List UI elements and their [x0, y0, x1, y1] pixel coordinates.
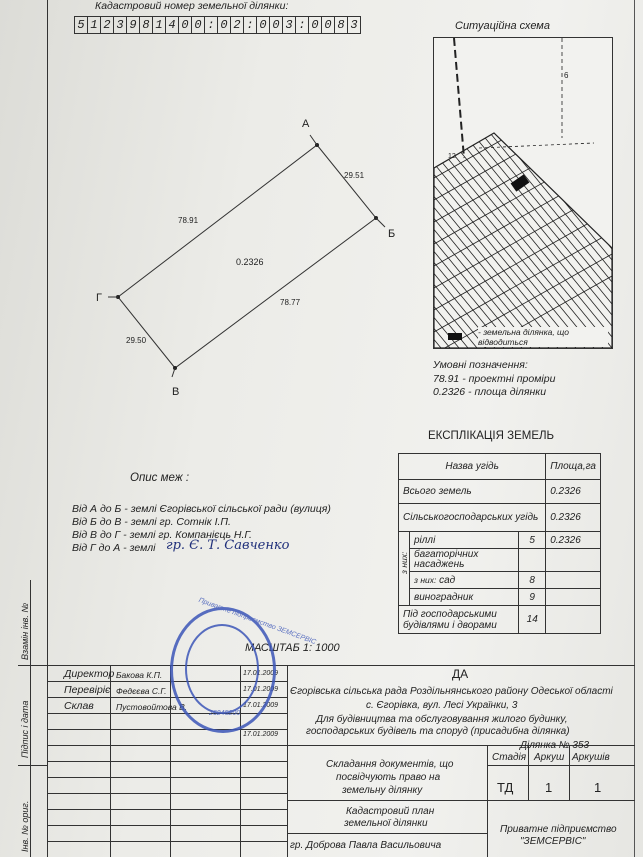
- schema-num2: 12: [448, 153, 456, 160]
- cadastral-digit: 0: [308, 16, 322, 34]
- cadastral-digit: 0: [191, 16, 205, 34]
- cadastral-digit: 4: [165, 16, 179, 34]
- notation-line1: 78.91 - проектні проміри: [433, 373, 556, 385]
- cadastral-digit: 1: [152, 16, 166, 34]
- cadastral-number: [75, 16, 361, 34]
- sad-code: 8: [519, 572, 546, 589]
- point-b: Б: [388, 228, 396, 240]
- kp-line2: земельної ділянки: [344, 818, 428, 829]
- side-label-2: Підпис і дата: [20, 700, 30, 758]
- cadastral-digit: 0: [256, 16, 270, 34]
- director-role: Директор: [64, 668, 115, 680]
- cadastral-digit: 5: [74, 16, 88, 34]
- cadastral-digit: 8: [334, 16, 348, 34]
- schema-legend: - земельна ділянка, що відводиться: [478, 327, 608, 347]
- doc-line1: Складання документів, що: [326, 759, 454, 770]
- header-name: Назва угідь: [399, 454, 546, 480]
- doc-line2: посвідчують право на: [336, 772, 441, 783]
- bounds-line2: Від Б до В - землі гр. Сотнік І.П.: [72, 516, 231, 528]
- sad-label: з них: сад: [410, 572, 519, 589]
- bounds-title: Опис меж :: [130, 472, 190, 484]
- seal-code: 26245200: [209, 710, 241, 717]
- dim-ab: 29.51: [344, 171, 365, 180]
- dim-vg: 29.50: [126, 336, 147, 345]
- bounds-line4: Від Г до А - землі: [72, 542, 156, 554]
- bagato-label: багаторічних насаджень: [410, 549, 519, 572]
- scale-label: МАСШТАБ 1: 1000: [245, 642, 340, 654]
- sheet-value: 1: [545, 780, 553, 795]
- rilli-code: 5: [519, 532, 546, 549]
- situation-map: [433, 37, 613, 349]
- vyno-code: 9: [519, 589, 546, 606]
- org-line4: господарських будівель та споруд (присадибна ділянка): [306, 726, 570, 737]
- checked-role: Перевіріє: [64, 684, 111, 696]
- date-4: 17.01.2009: [243, 731, 279, 738]
- total-label: Всього земель: [399, 480, 546, 504]
- bounds-line1: Від А до Б - землі Єгорівської сільської ради (вулиця): [72, 503, 331, 515]
- owner-line: гр. Доброва Павла Васильовича: [290, 840, 442, 851]
- side-label-3: Інв. № ориг.: [20, 800, 30, 852]
- header-area: Площа,га: [546, 454, 601, 480]
- point-v: В: [172, 386, 180, 398]
- checked-name: Федєєва С.Г.: [116, 686, 167, 696]
- explication-table: [398, 453, 601, 634]
- sheet-header: Аркуш: [534, 752, 565, 763]
- cadastral-digit: :: [204, 16, 218, 34]
- director-name: Бакова К.П.: [116, 670, 163, 680]
- org-line2: с. Єгорівка, вул. Лесі Українки, 3: [366, 700, 518, 711]
- rilli-label: ріллі: [410, 532, 519, 549]
- cadastral-digit: 0: [321, 16, 335, 34]
- plot-plan: [60, 105, 420, 405]
- org-line3: Для будівництва та обслуговування жилого будинку,: [316, 714, 568, 725]
- stage-header: Стадія: [492, 752, 527, 763]
- cadastral-title: Кадастровий номер земельної ділянки:: [95, 0, 289, 12]
- notation-title: Умовні позначення:: [433, 359, 528, 371]
- point-a: А: [302, 118, 310, 130]
- cadastral-digit: 3: [282, 16, 296, 34]
- pid-label: Під господарськими будівлями і дворами: [399, 606, 519, 634]
- vyno-label: виноградник: [410, 589, 519, 606]
- explication-title: ЕКСПЛІКАЦІЯ ЗЕМЕЛЬ: [428, 430, 555, 442]
- bounds-line3: Від В до Г - землі гр. Компанієць Н.Г.: [72, 529, 252, 541]
- date-2: 17.01.2009: [243, 686, 279, 693]
- date-1: 17.01.2009: [243, 670, 279, 677]
- rilli-value: 0.2326: [546, 532, 601, 549]
- cadastral-digit: 0: [178, 16, 192, 34]
- firm-line1: Приватне підприємство: [500, 824, 617, 835]
- cadastral-digit: 2: [100, 16, 114, 34]
- point-g: Г: [96, 292, 102, 304]
- date-3: 17.01.2009: [243, 702, 279, 709]
- cadastral-digit: 0: [269, 16, 283, 34]
- made-role: Склав: [64, 700, 94, 712]
- cadastral-digit: :: [295, 16, 309, 34]
- plot-area: 0.2326: [236, 257, 264, 267]
- total-value: 0.2326: [546, 480, 601, 504]
- cadastral-digit: :: [243, 16, 257, 34]
- stage-value: ТД: [497, 780, 514, 795]
- firm-line2: "ЗЕМСЕРВІС": [520, 836, 586, 847]
- cadastral-digit: 3: [347, 16, 361, 34]
- da-label: ДА: [452, 667, 469, 681]
- sheets-value: 1: [594, 780, 602, 795]
- cadastral-digit: 9: [126, 16, 140, 34]
- schema-num: 6: [564, 71, 569, 80]
- org-line1: Єгорівська сільська рада Роздільнянського району Одеської області: [290, 686, 613, 697]
- dim-bv: 78.77: [280, 298, 301, 307]
- notation-line2: 0.2326 - площа ділянки: [433, 386, 547, 398]
- made-name: Пустовойтова В.: [116, 702, 188, 712]
- cadastral-digit: 3: [113, 16, 127, 34]
- cadastral-digit: 2: [230, 16, 244, 34]
- side-label-1: Взамін інв. №: [20, 602, 30, 660]
- z-nih-label: з них:: [399, 551, 409, 574]
- bounds-handwritten: гр. Є. Т. Савченко: [166, 538, 290, 553]
- doc-line3: земельну ділянку: [342, 785, 423, 796]
- cadastral-digit: 1: [87, 16, 101, 34]
- seal-text: Приватне підприємство ЗЕМСЕРВІС: [197, 596, 317, 647]
- schema-title: Ситуаційна схема: [455, 20, 550, 32]
- dim-ga: 78.91: [178, 216, 199, 225]
- cadastral-digit: 0: [217, 16, 231, 34]
- plot-number: Ділянка № 353: [520, 740, 590, 751]
- kp-line1: Кадастровий план: [346, 806, 435, 817]
- cadastral-digit: 8: [139, 16, 153, 34]
- agri-label: Сільськогосподарських угідь: [399, 504, 546, 532]
- sheets-header: Аркушів: [572, 752, 610, 763]
- agri-value: 0.2326: [546, 504, 601, 532]
- pid-code: 14: [519, 606, 546, 634]
- z-nih-label-2: з них:: [414, 574, 437, 585]
